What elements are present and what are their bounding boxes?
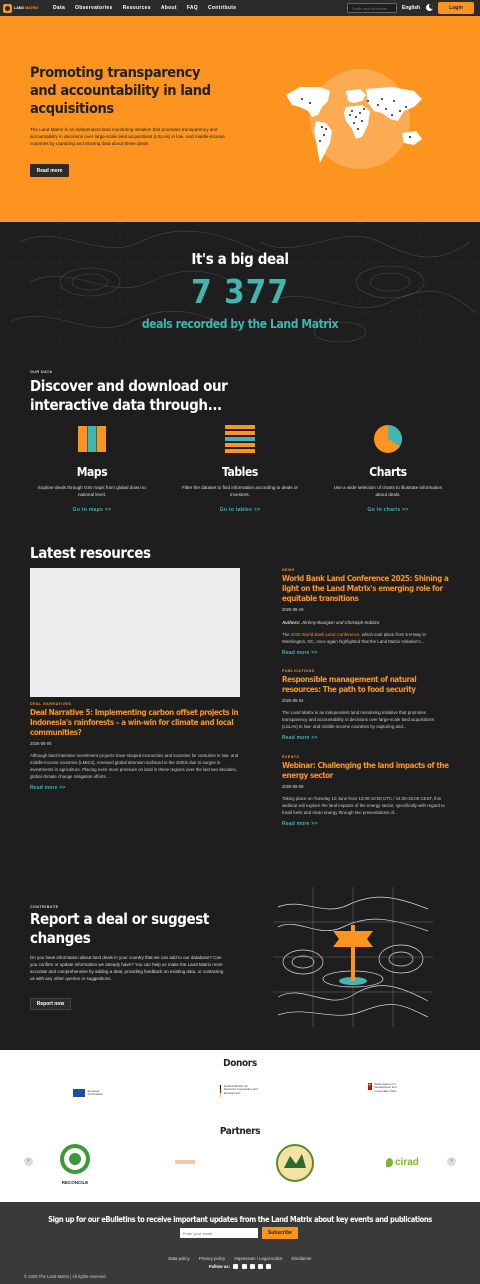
cirad-logo[interactable] [386,1157,419,1168]
top-navbar [0,0,480,16]
nav-link-faq[interactable]: FAQ [186,5,198,11]
twitter-icon[interactable] [242,1264,247,1269]
subscribe-button[interactable]: Subscribe [262,1227,298,1239]
resource-read-more-link[interactable]: Read more >> [282,650,318,656]
resource-side-card-news [282,568,450,656]
tool-card-tables [175,424,305,513]
sdc-name: Swiss Agency for Development and Cooperation SDC [374,1082,397,1093]
resource-title[interactable]: Responsible management of natural resources: The path to food security [282,675,417,694]
resource-title[interactable]: Deal Narrative 5: Implementing carbon offset projects in Indonesia's rainforests – a win-win for climate and local communities? [30,708,239,737]
resource-title[interactable]: Webinar: Challenging the land impacts of the energy sector [282,761,449,780]
hero-title: Promoting transparency and accountability in land acquisitions [30,65,211,117]
footer-links [0,1256,480,1261]
resources-title: Latest resources [30,544,151,562]
donors-title: Donors [223,1058,257,1069]
tool-card-charts [323,424,453,513]
cirad-leaf-icon [386,1158,393,1167]
contribute-section [0,850,480,1050]
go-to-charts-link[interactable]: Go to charts >> [367,507,409,513]
resource-excerpt: Taking place on Tuesday 10 June from 12:00-13:00 UTC / 14:00-15:00 CEST, this webinar will explore the land impacts of the energy sector, specifically with regard to fossil fuels and clean energy through two presentations of... [282,796,445,815]
authors-names: Jérémy Bourgoin and Christoph Kubitza [301,620,380,625]
footer-link-disclaimer[interactable]: Disclaimer [291,1256,312,1261]
dark-mode-moon-icon[interactable] [426,4,433,11]
discover-title: Discover and download our interactive data through... [30,377,228,414]
deal-count: 7 377 [191,272,289,311]
tool-desc-charts: Use a wide selection of charts to illustrate information about deals. [333,485,443,497]
eu-commission-logo[interactable] [73,1089,115,1097]
excerpt-pre: The [282,632,291,637]
big-deal-headline: It's a big deal [191,250,289,268]
pie-chart-icon [373,424,403,454]
resource-tag: EVENTS [282,755,300,759]
resource-date: 2025-06-05 [30,741,52,746]
bmz-logo[interactable] [220,1085,260,1097]
sdc-logo[interactable] [368,1083,408,1093]
resource-title[interactable]: World Bank Land Conference 2025: Shining a light on the Land Matrix's emerging role for equitable transitions [282,574,449,603]
youtube-icon[interactable] [258,1264,263,1269]
eu-flag-icon [73,1089,85,1097]
nav-link-data[interactable]: Data [53,5,66,11]
partners-title: Partners [219,1126,261,1137]
report-now-button[interactable]: Report now [30,998,71,1010]
brand-line2: MATRIX [24,6,39,10]
resource-tag: NEWS [282,568,295,572]
resource-authors [282,620,450,625]
language-selector[interactable]: English [402,5,421,11]
partner-logo-circle[interactable] [276,1144,314,1182]
resource-tag: PUBLICATIONS [282,669,315,673]
resource-excerpt [282,631,450,645]
world-bank-conference-link[interactable]: 2025 World Bank Land Conference [290,632,360,637]
resource-date: 2025-06-04 [282,698,304,703]
resource-excerpt: Although land-intensive investment projects have shaped economies and societies for centuries in low- and middle-income countries (LMICs), renewed global attention surfaced in the 2000s due to surges in investments in agriculture. Placing even more pressure on land in these regions over the last two decades, global climate change mitigation efforts ... [30,753,239,779]
tool-name-tables: Tables [222,465,258,479]
reconcile-logo[interactable] [58,1143,92,1185]
resource-tag: DEAL NARRATIVES [30,702,72,706]
nav-link-about[interactable]: About [160,5,177,11]
resource-read-more-link[interactable]: Read more >> [282,821,318,827]
donors-partners-section [0,1050,480,1202]
facebook-icon[interactable] [233,1264,238,1269]
swiss-cross-icon: + [368,1083,372,1089]
resource-excerpt: The Land Matrix is an independent land monitoring initiative that promotes transparency and accountability in decisions over large-scale land acquisitions (LSLAs) in low- and middle-income countries by capturing and... [282,710,435,729]
tool-card-maps [27,424,157,513]
resource-featured-image[interactable] [30,568,240,697]
logo-mark-icon [3,4,12,13]
reconcile-name: RECONCILE [61,1180,89,1185]
discover-data-section [0,350,480,530]
resource-side-card-events [282,755,450,827]
latest-resources-section [0,530,480,850]
search-input[interactable] [347,3,397,13]
map-icon [77,424,107,454]
table-icon [225,424,255,454]
instagram-icon[interactable] [266,1264,271,1269]
carousel-next-chevron-icon[interactable]: › [447,1157,456,1166]
tool-desc-maps: Explore deals through GIS maps from global down to national level. [38,485,146,497]
footer [0,1202,480,1284]
bmz-name: Federal Ministry for Economic Cooperation and Development [223,1084,258,1095]
eu-commission-name: European Commission [87,1088,103,1096]
carousel-prev-chevron-icon[interactable]: ‹ [24,1157,33,1166]
hero-section [0,16,480,222]
german-flag-icon [220,1085,221,1097]
footer-link-impressum[interactable]: Impressum / Legal notice [234,1256,283,1261]
contribute-kicker: CONTRIBUTE [30,905,59,909]
hero-read-more-button[interactable]: Read more [30,164,69,177]
excerpt-post: , which took place from 5-8 May in Washington, DC, once again highlighted that the Land Matrix Initiative's... [282,632,426,644]
deal-count-section [0,222,480,350]
resource-date: 2025-06-09 [282,784,304,789]
go-to-maps-link[interactable]: Go to maps >> [72,507,112,513]
contribute-text: Do you have information about land deals in your country that we can add to our database? Can you confirm or update information we already have? You can help us make the Land Matrix more accurate and comprehensive by adding a deal, providing feedback on existing data, or contacting us with any other queries or suggestions. [30,955,224,981]
contribute-title: Report a deal or suggest changes [30,910,209,947]
nav-link-contribute[interactable]: Contribute [208,5,237,11]
reconcile-emblem-icon [59,1143,91,1175]
copyright: © 2025 The Land Matrix | All rights reserved [24,1274,106,1279]
tool-name-maps: Maps [76,465,108,479]
follow-us [0,1264,480,1269]
nav-link-resources[interactable]: Resources [122,5,151,11]
resource-date: 2025-05-19 [282,607,304,612]
deal-count-caption: deals recorded by the Land Matrix [141,317,339,331]
go-to-tables-link[interactable]: Go to tables >> [219,507,261,513]
world-map-illustration [282,81,432,171]
nav-links [53,5,236,11]
newsletter-signup-text: Sign up for our eBulletins to receive important updates from the Land Matrix about key events and publications [48,1215,432,1224]
footer-link-privacy-policy[interactable]: Privacy policy [198,1256,226,1261]
footer-link-data-policy[interactable]: Data policy [168,1256,190,1261]
newsletter-email-input[interactable] [180,1228,258,1238]
nav-link-observatories[interactable]: Observatories [75,5,113,11]
tool-name-charts: Charts [369,465,407,479]
cirad-name: cirad [395,1157,419,1168]
authors-label: Authors: [282,620,301,625]
login-button[interactable]: Login [438,2,474,14]
brand-line1: LAND [14,6,24,10]
partner-logo-faded[interactable] [175,1160,195,1164]
tool-desc-tables: Filter the dataset to find information according to deals or investors. [182,485,298,497]
resource-side-card-publications [282,669,450,741]
resource-read-more-link[interactable]: Read more >> [282,735,318,741]
partner-emblem-icon [278,1146,312,1180]
flag-on-map-illustration [273,887,433,1027]
resource-read-more-link[interactable]: Read more >> [30,785,66,791]
hero-text: The Land Matrix is an independent land monitoring initiative that promotes transparency and accountability in decisions over large-scale land acquisitions (LSLAs) in low- and middle-income countries by capturing and sharing data about these deals. [30,127,225,146]
linkedin-icon[interactable] [250,1264,255,1269]
discover-kicker: OUR DATA [30,370,53,374]
follow-us-label: Follow us: [208,1264,231,1269]
resource-main-card [30,702,242,791]
land-matrix-logo[interactable] [3,4,47,13]
